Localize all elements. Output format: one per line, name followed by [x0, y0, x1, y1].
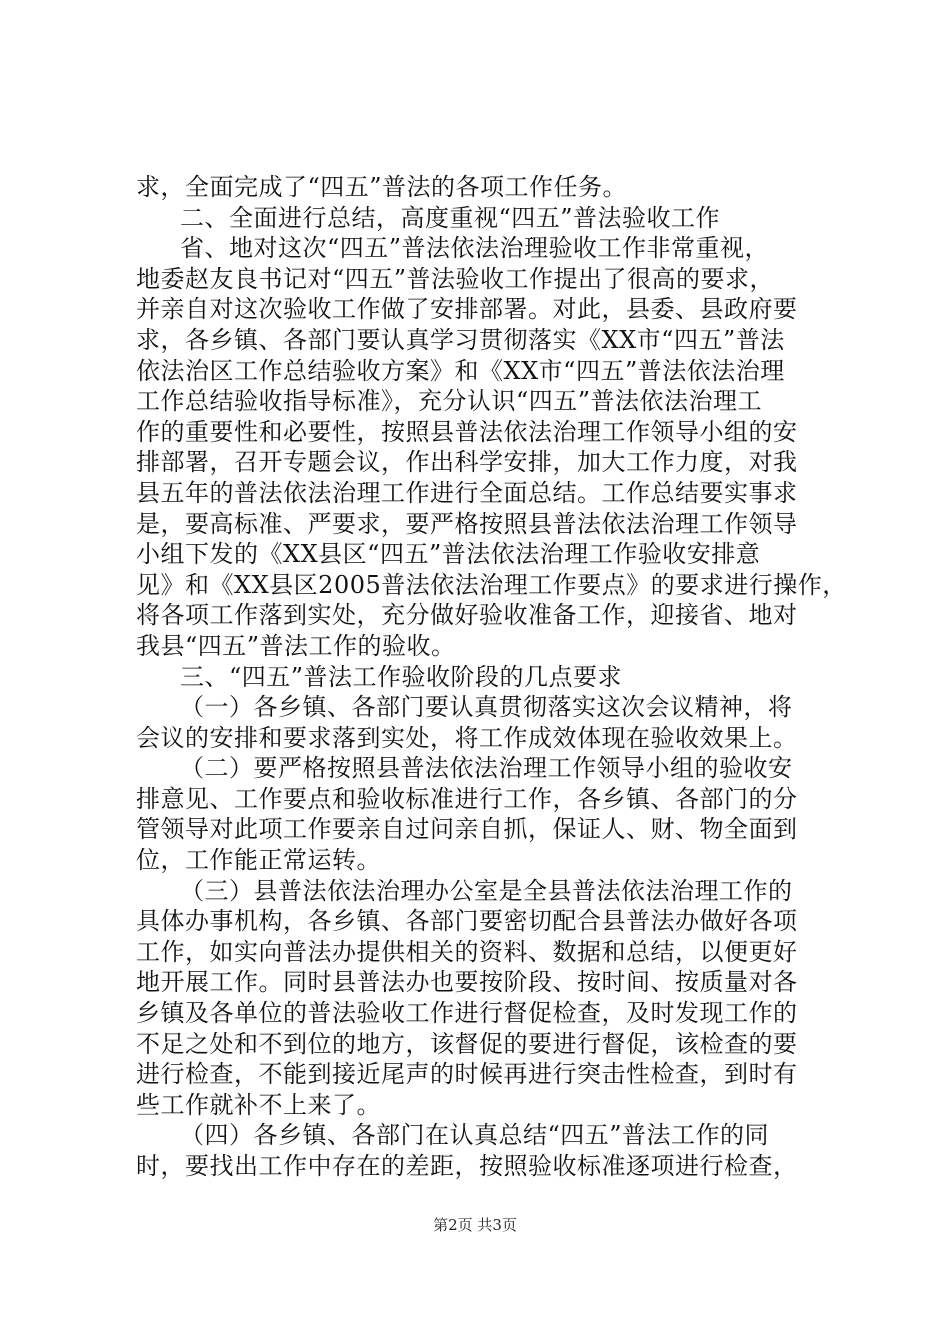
text-line: 地委赵友良书记对“四五”普法验收工作提出了很高的要求， [136, 264, 775, 293]
text-line: 二、全面进行总结，高度重视“四五”普法验收工作 [180, 203, 721, 232]
text-line: 排意见、工作要点和验收标准进行工作，各乡镇、各部门的分 [136, 784, 798, 813]
text-line: （四）各乡镇、各部门在认真总结“四五”普法工作的同 [180, 1121, 770, 1150]
text-line: 求，各乡镇、各部门要认真学习贯彻落实《XX市“四五”普法 [136, 325, 785, 354]
text-line: 不足之处和不到位的地方，该督促的要进行督促，该检查的要 [136, 1029, 798, 1058]
text-line: 小组下发的《XX县区“四五”普法依法治理工作验收安排意 [136, 540, 761, 569]
text-line: 乡镇及各单位的普法验收工作进行督促检查，及时发现工作的 [136, 999, 798, 1028]
text-line: 工作，如实向普法办提供相关的资料、数据和总结，以便更好 [136, 937, 798, 966]
text-line: 排部署，召开专题会议，作出科学安排，加大工作力度，对我 [136, 448, 798, 477]
text-line: （一）各乡镇、各部门要认真贯彻落实这次会议精神，将 [180, 693, 793, 722]
text-line: 会议的安排和要求落到实处，将工作成效体现在验收效果上。 [136, 723, 798, 752]
text-line: 作的重要性和必要性，按照县普法依法治理工作领导小组的安 [136, 417, 798, 446]
text-line: 省、地对这次“四五”普法依法治理验收工作非常重视， [180, 234, 770, 263]
text-line: （三）县普法依法治理办公室是全县普法依法治理工作的 [180, 876, 793, 905]
text-line: 见》和《XX县区2005普法依法治理工作要点》的要求进行操作， [136, 570, 847, 599]
text-line: 时，要找出工作中存在的差距，按照验收标准逐项进行检查， [136, 1152, 798, 1180]
text-line: 地开展工作。同时县普法办也要按阶段、按时间、按质量对各 [136, 968, 798, 997]
text-line: 些工作就补不上来了。 [136, 1090, 381, 1119]
text-line: 是，要高标准、严要求，要严格按照县普法依法治理工作领导 [136, 509, 798, 538]
text-line: 管领导对此项工作要亲自过问亲自抓，保证人、财、物全面到 [136, 815, 798, 844]
text-line: 具体办事机构，各乡镇、各部门要密切配合县普法办做好各项 [136, 907, 798, 936]
text-line: 求，全面完成了“四五”普法的各项工作任务。 [136, 173, 628, 201]
text-line: 县五年的普法依法治理工作进行全面总结。工作总结要实事求 [136, 478, 798, 507]
text-line: 将各项工作落到实处，充分做好验收准备工作，迎接省、地对 [136, 601, 798, 630]
text-line: 工作总结验收指导标准》，充分认识“四五”普法依法治理工 [136, 387, 763, 416]
document-body [136, 172, 847, 1182]
text-line: 位，工作能正常运转。 [136, 846, 381, 875]
text-line: 我县“四五”普法工作的验收。 [136, 631, 456, 660]
text-line: 依法治区工作总结验收方案》和《XX市“四五”普法依法治理 [136, 356, 785, 385]
text-line: （二）要严格按照县普法依法治理工作领导小组的验收安 [180, 754, 793, 783]
page-footer: 第2页 共3页 [433, 1216, 517, 1234]
text-line: 三、“四五”普法工作验收阶段的几点要求 [180, 662, 623, 691]
text-line: 进行检查，不能到接近尾声的时候再进行突击性检查，到时有 [136, 1060, 798, 1089]
text-line: 并亲自对这次验收工作做了安排部署。对此，县委、县政府要 [136, 295, 798, 324]
